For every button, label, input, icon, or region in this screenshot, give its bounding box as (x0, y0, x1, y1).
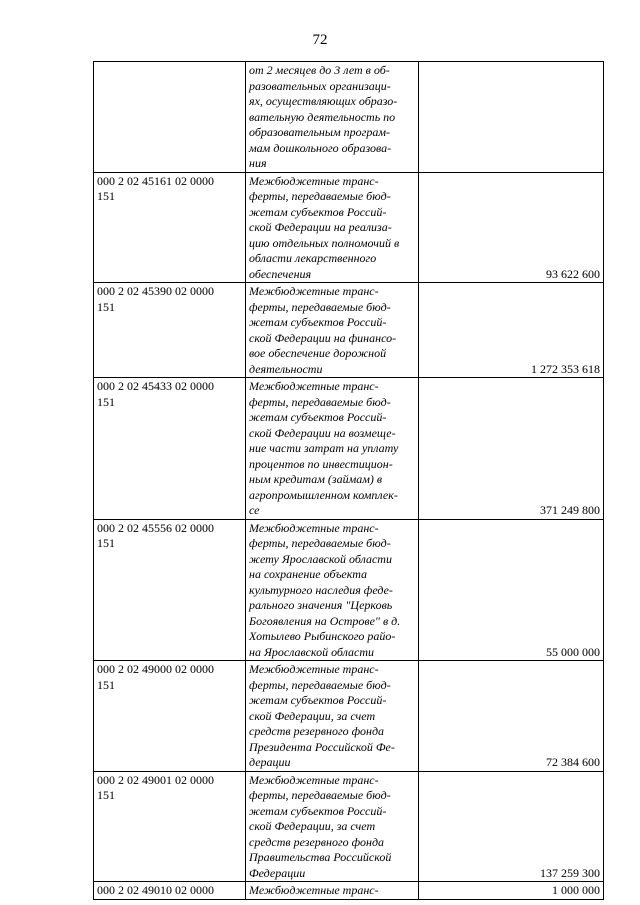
income-description: Межбюджетные транс- ферты, передаваемые бюд- жету Ярославской области на сохранение объекта культурного наследия феде- рального значения "Церковь Богоявления на Острове" в д. Хотылево Рыбинского райо- на Ярославской области (246, 519, 419, 661)
classification-code: 000 2 02 45433 02 0000 151 (94, 378, 246, 520)
table-row (94, 519, 604, 661)
table-row (94, 378, 604, 520)
classification-code: 000 2 02 45390 02 0000 151 (94, 283, 246, 378)
amount: 93 622 600 (419, 172, 604, 283)
table-row (94, 62, 604, 173)
income-description: Межбюджетные транс- ферты, передаваемые бюд- жетам субъектов Россий- ской Федерации на возмеще- ние части затрат на уплату процентов по инвестицион- ным кредитам (займам) в агропромышленном комплек- се (246, 378, 419, 520)
classification-code (94, 62, 246, 173)
budget-table (93, 61, 604, 900)
amount: 1 000 000 (419, 882, 604, 900)
amount: 137 259 300 (419, 771, 604, 882)
income-description: Межбюджетные транс- ферты, передаваемые бюд- жетам субъектов Россий- ской Федерации, за счет средств резервного фонда Президента Российской Фе- дерации (246, 661, 419, 772)
page-number: 72 (312, 32, 328, 48)
table-row (94, 661, 604, 772)
income-description: Межбюджетные транс- (246, 882, 419, 900)
amount: 72 384 600 (419, 661, 604, 772)
income-description: Межбюджетные транс- ферты, передаваемые бюд- жетам субъектов Россий- ской Федерации на финансо- вое обеспечение дорожной деятельности (246, 283, 419, 378)
income-description: Межбюджетные транс- ферты, передаваемые бюд- жетам субъектов Россий- ской Федерации на реализа- цию отдельных полномочий в области лекарственного обеспечения (246, 172, 419, 283)
table-row (94, 882, 604, 900)
income-description: от 2 месяцев до 3 лет в об- разовательных организаци- ях, осуществляющих образо- вательную деятельность по образовательным програм- мам дошкольного образова- ния (246, 62, 419, 173)
income-description: Межбюджетные транс- ферты, передаваемые бюд- жетам субъектов Россий- ской Федерации, за счет средств резервного фонда Правительства Российской Федерации (246, 771, 419, 882)
classification-code: 000 2 02 49010 02 0000 (94, 882, 246, 900)
table-row (94, 283, 604, 378)
classification-code: 000 2 02 45161 02 0000 151 (94, 172, 246, 283)
table-row (94, 771, 604, 882)
amount: 55 000 000 (419, 519, 604, 661)
amount (419, 62, 604, 173)
classification-code: 000 2 02 49001 02 0000 151 (94, 771, 246, 882)
amount: 1 272 353 618 (419, 283, 604, 378)
classification-code: 000 2 02 45556 02 0000 151 (94, 519, 246, 661)
classification-code: 000 2 02 49000 02 0000 151 (94, 661, 246, 772)
table-row (94, 172, 604, 283)
amount: 371 249 800 (419, 378, 604, 520)
